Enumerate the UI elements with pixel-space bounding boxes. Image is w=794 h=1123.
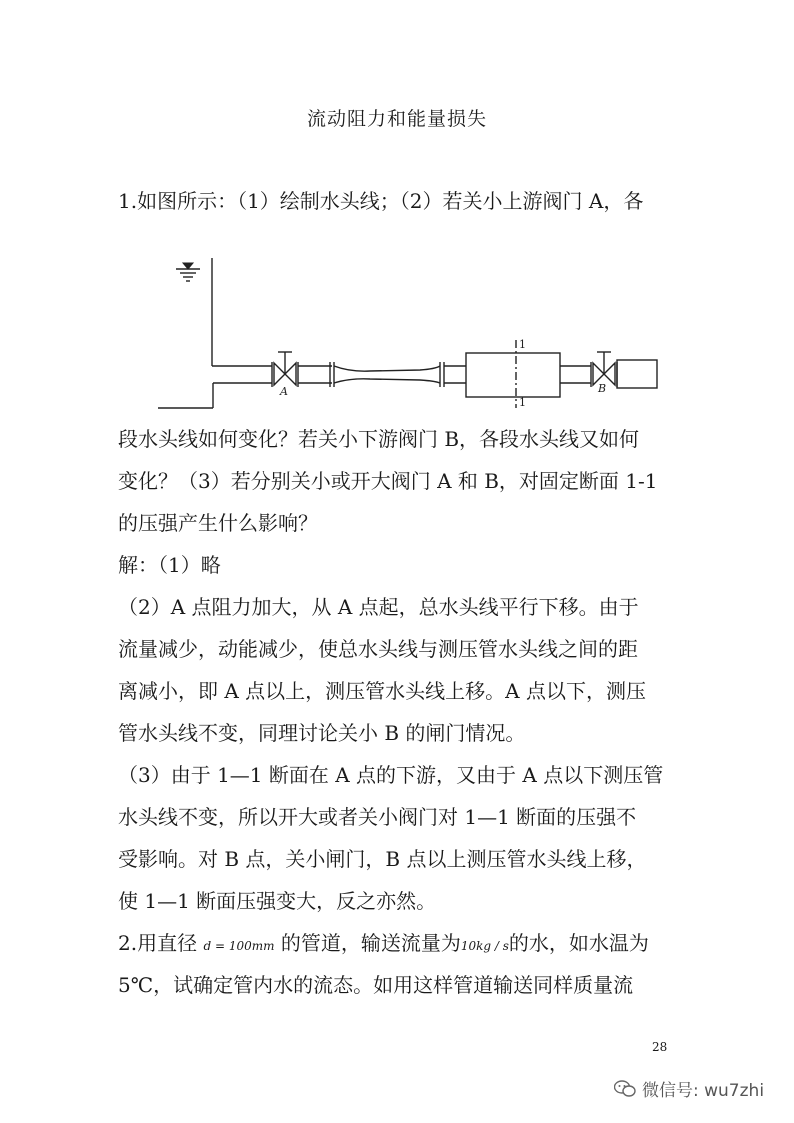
question-2-line-2: 5℃，试确定管内水的流态。如用这样管道输送同样质量流 — [118, 973, 634, 997]
answer-3-line-1: （3）由于 1—1 断面在 A 点的下游，又由于 A 点以下测压管 — [118, 763, 664, 787]
label-section-top: 1 — [519, 338, 526, 351]
answer-3-line-2: 水头线不变，所以开大或者关小阀门对 1—1 断面的压强不 — [118, 805, 637, 829]
wechat-watermark — [614, 1076, 764, 1101]
large-pipe-section — [466, 353, 560, 397]
question-2-suffix: 的水，如水温为 — [508, 931, 649, 955]
question-2-mid: 的管道，输送流量为 — [274, 931, 461, 955]
water-surface-symbol — [176, 263, 200, 281]
answer-1: 解：（1）略 — [118, 553, 221, 577]
wechat-icon — [614, 1080, 636, 1098]
label-valve-a: A — [280, 385, 288, 398]
answer-2-line-4: 管水头线不变，同理讨论关小 B 的闸门情况。 — [118, 721, 526, 745]
answer-2-line-1: （2）A 点阻力加大，从 A 点起，总水头线平行下移。由于 — [118, 595, 639, 619]
pipe-system-diagram — [150, 252, 670, 414]
valve-a — [272, 352, 298, 387]
watermark-text: 微信号: wu7zhi — [642, 1081, 765, 1101]
answer-2-line-2: 流量减少，动能减少，使总水头线与测压管水头线之间的距 — [118, 637, 638, 661]
flow-formula: 10kg / s — [460, 939, 509, 953]
outlet-pipe — [617, 360, 657, 388]
question-1-line-3: 变化？（3）若分别关小或开大阀门 A 和 B，对固定断面 1-1 — [118, 469, 658, 493]
page-title: 流动阻力和能量损失 — [306, 108, 487, 130]
question-1-line-1: 1.如图所示：（1）绘制水头线；（2）若关小上游阀门 A，各 — [118, 189, 644, 213]
question-2-line-1 — [118, 928, 678, 961]
answer-3-line-3: 受影响。对 B 点，关小闸门，B 点以上测压管水头线上移， — [118, 847, 647, 871]
question-1-line-2: 段水头线如何变化？若关小下游阀门 B，各段水头线又如何 — [118, 427, 640, 451]
page-number: 28 — [652, 1040, 668, 1054]
label-section-bottom: 1 — [519, 396, 526, 409]
answer-3-line-4: 使 1—1 断面压强变大，反之亦然。 — [118, 889, 437, 913]
question-1-line-4: 的压强产生什么影响？ — [118, 511, 318, 535]
label-valve-b: B — [598, 382, 607, 395]
diameter-formula: d = 100mm — [203, 939, 275, 953]
answer-2-line-3: 离减小，即 A 点以上，测压管水头线上移。A 点以下，测压 — [118, 679, 646, 703]
question-2-prefix: 2.用直径 — [118, 931, 204, 955]
